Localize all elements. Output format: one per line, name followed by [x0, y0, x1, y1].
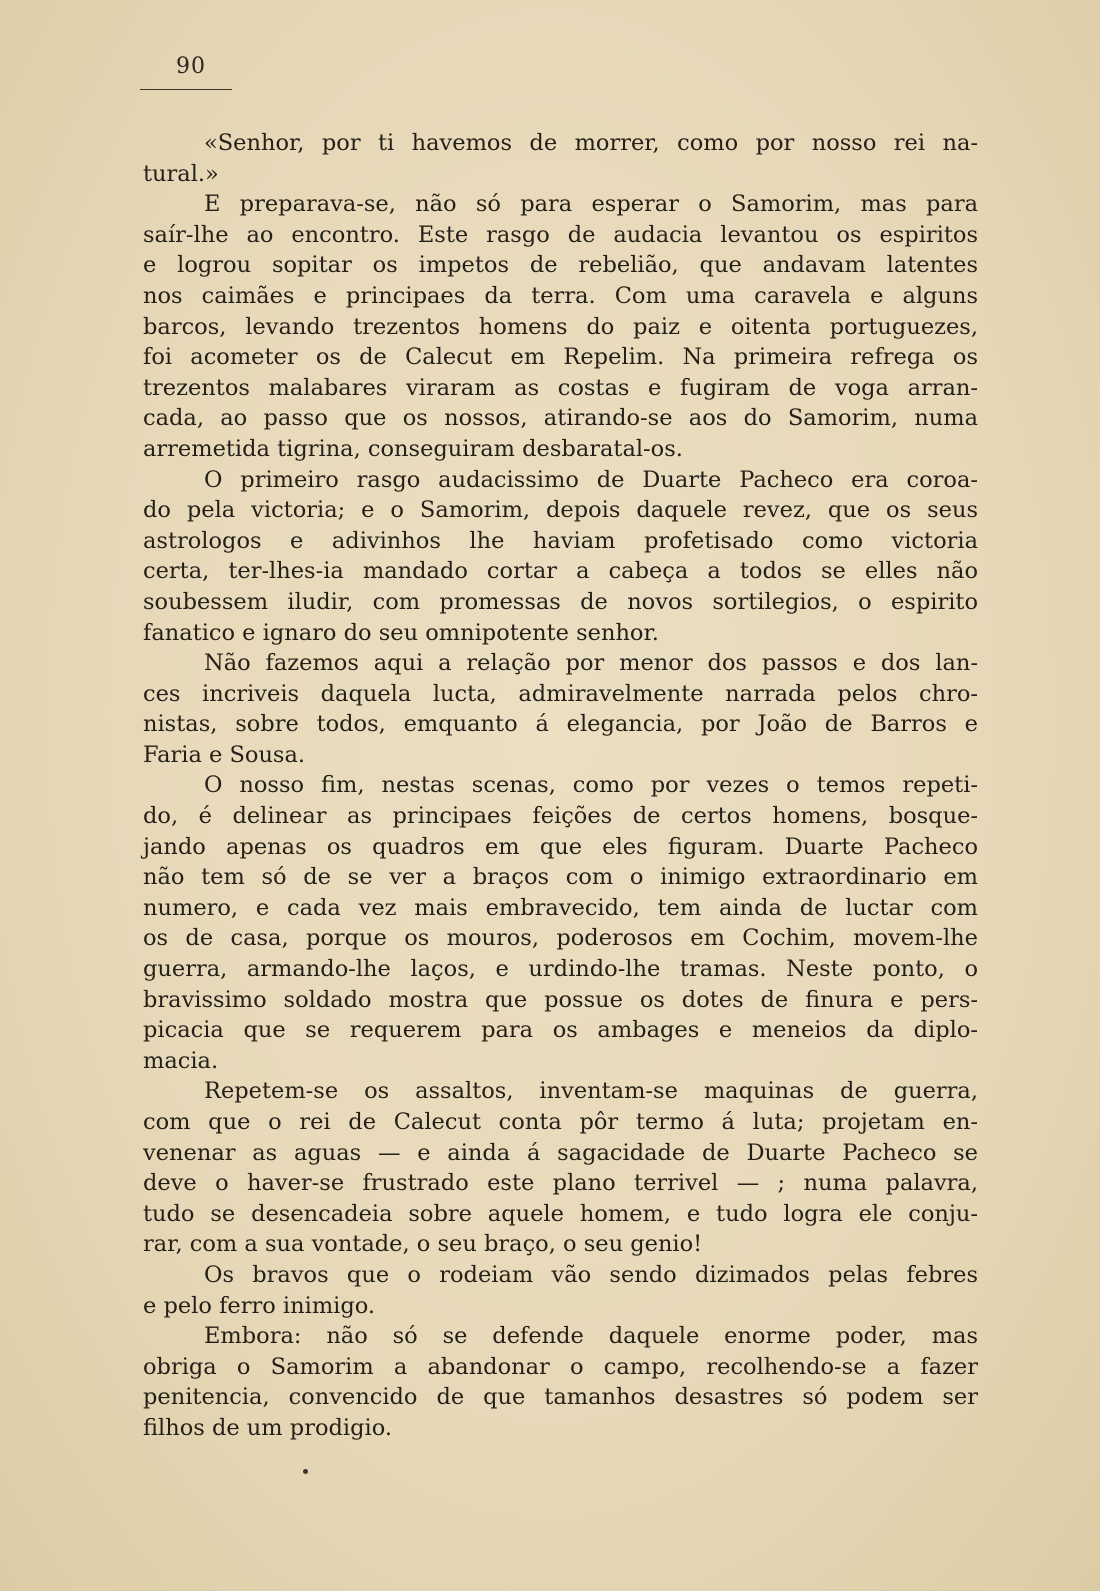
text-line: certa, ter-lhes-ia mandado cortar a cabeça a todos se elles não [143, 558, 978, 585]
text-line: numero, e cada vez mais embravecido, tem ainda de luctar com [143, 894, 978, 921]
text-line: arremetida tigrina, conseguiram desbaratal-os. [143, 435, 683, 462]
text-line: os de casa, porque os mouros, poderosos em Cochim, movem-lhe [143, 925, 978, 952]
text-line: Repetem-se os assaltos, inventam-se maquinas de guerra, [204, 1078, 978, 1105]
text-line: soubessem iludir, com promessas de novos sortilegios, o espirito [143, 588, 978, 615]
page-number: 90 [176, 54, 206, 79]
text-line: do, é delinear as principaes feições de certos homens, bosque- [143, 803, 978, 830]
text-line: macia. [143, 1047, 219, 1074]
text-line: tural.» [143, 160, 219, 187]
text-line: Os bravos que o rodeiam vão sendo dizimados pelas febres [204, 1261, 978, 1288]
text-line: jando apenas os quadros em que eles figuram. Duarte Pacheco [143, 833, 978, 860]
text-line: ces incriveis daquela lucta, admiravelmente narrada pelos chro- [143, 680, 978, 707]
text-line: E preparava-se, não só para esperar o Samorim, mas para [204, 191, 978, 218]
body-text [143, 128, 978, 1444]
text-line: nos caimães e principaes da terra. Com uma caravela e alguns [143, 282, 978, 309]
text-line: do pela victoria; e o Samorim, depois daquele revez, que os seus [143, 497, 978, 524]
text-line: foi acometer os de Calecut em Repelim. Na primeira refrega os [143, 344, 978, 371]
text-line: fanatico e ignaro do seu omnipotente senhor. [143, 619, 659, 646]
text-line: cada, ao passo que os nossos, atirando-se aos do Samorim, numa [143, 405, 978, 432]
text-line: não tem só de se ver a braços com o inimigo extraordinario em [143, 864, 978, 891]
text-line: O primeiro rasgo audacissimo de Duarte Pacheco era coroa- [204, 466, 978, 493]
text-line: Embora: não só se defende daquele enorme poder, mas [204, 1323, 978, 1350]
text-line: nistas, sobre todos, emquanto á elegancia, por João de Barros e [143, 711, 978, 738]
text-line: trezentos malabares viraram as costas e fugiram de voga arran- [143, 374, 978, 401]
text-line: Faria e Sousa. [143, 741, 306, 768]
text-line: Não fazemos aqui a relação por menor dos passos e dos lan- [204, 650, 978, 677]
text-line: astrologos e adivinhos lhe haviam profetisado como victoria [143, 527, 978, 554]
text-line: picacia que se requerem para os ambages e meneios da diplo- [143, 1017, 978, 1044]
ink-speck [303, 1469, 308, 1474]
text-line: obriga o Samorim a abandonar o campo, recolhendo-se a fazer [143, 1353, 978, 1380]
text-line: filhos de um prodigio. [143, 1414, 392, 1441]
text-line: rar, com a sua vontade, o seu braço, o seu genio! [143, 1231, 703, 1258]
text-line: O nosso fim, nestas scenas, como por vezes o temos repeti- [204, 772, 978, 799]
text-line: «Senhor, por ti havemos de morrer, como por nosso rei na- [204, 130, 978, 156]
text-line: guerra, armando-lhe laços, e urdindo-lhe tramas. Neste ponto, o [143, 956, 978, 983]
text-line: venenar as aguas — e ainda á sagacidade de Duarte Pacheco se [143, 1139, 978, 1166]
text-line: e logrou sopitar os impetos de rebelião, que andavam latentes [143, 252, 978, 279]
text-line: bravissimo soldado mostra que possue os dotes de finura e pers- [143, 986, 978, 1013]
text-line: barcos, levando trezentos homens do paiz e oitenta portuguezes, [143, 313, 978, 340]
text-line: tudo se desencadeia sobre aquele homem, e tudo logra ele conju- [143, 1200, 978, 1227]
text-line: com que o rei de Calecut conta pôr termo á luta; projetam en- [143, 1109, 978, 1135]
text-line: e pelo ferro inimigo. [143, 1292, 376, 1319]
text-line: saír-lhe ao encontro. Este rasgo de audacia levantou os espiritos [143, 221, 978, 248]
text-line: deve o haver-se frustrado este plano terrivel — ; numa palavra, [143, 1170, 978, 1197]
text-line: penitencia, convencido de que tamanhos desastres só podem ser [143, 1384, 978, 1411]
header-rule [140, 89, 232, 90]
